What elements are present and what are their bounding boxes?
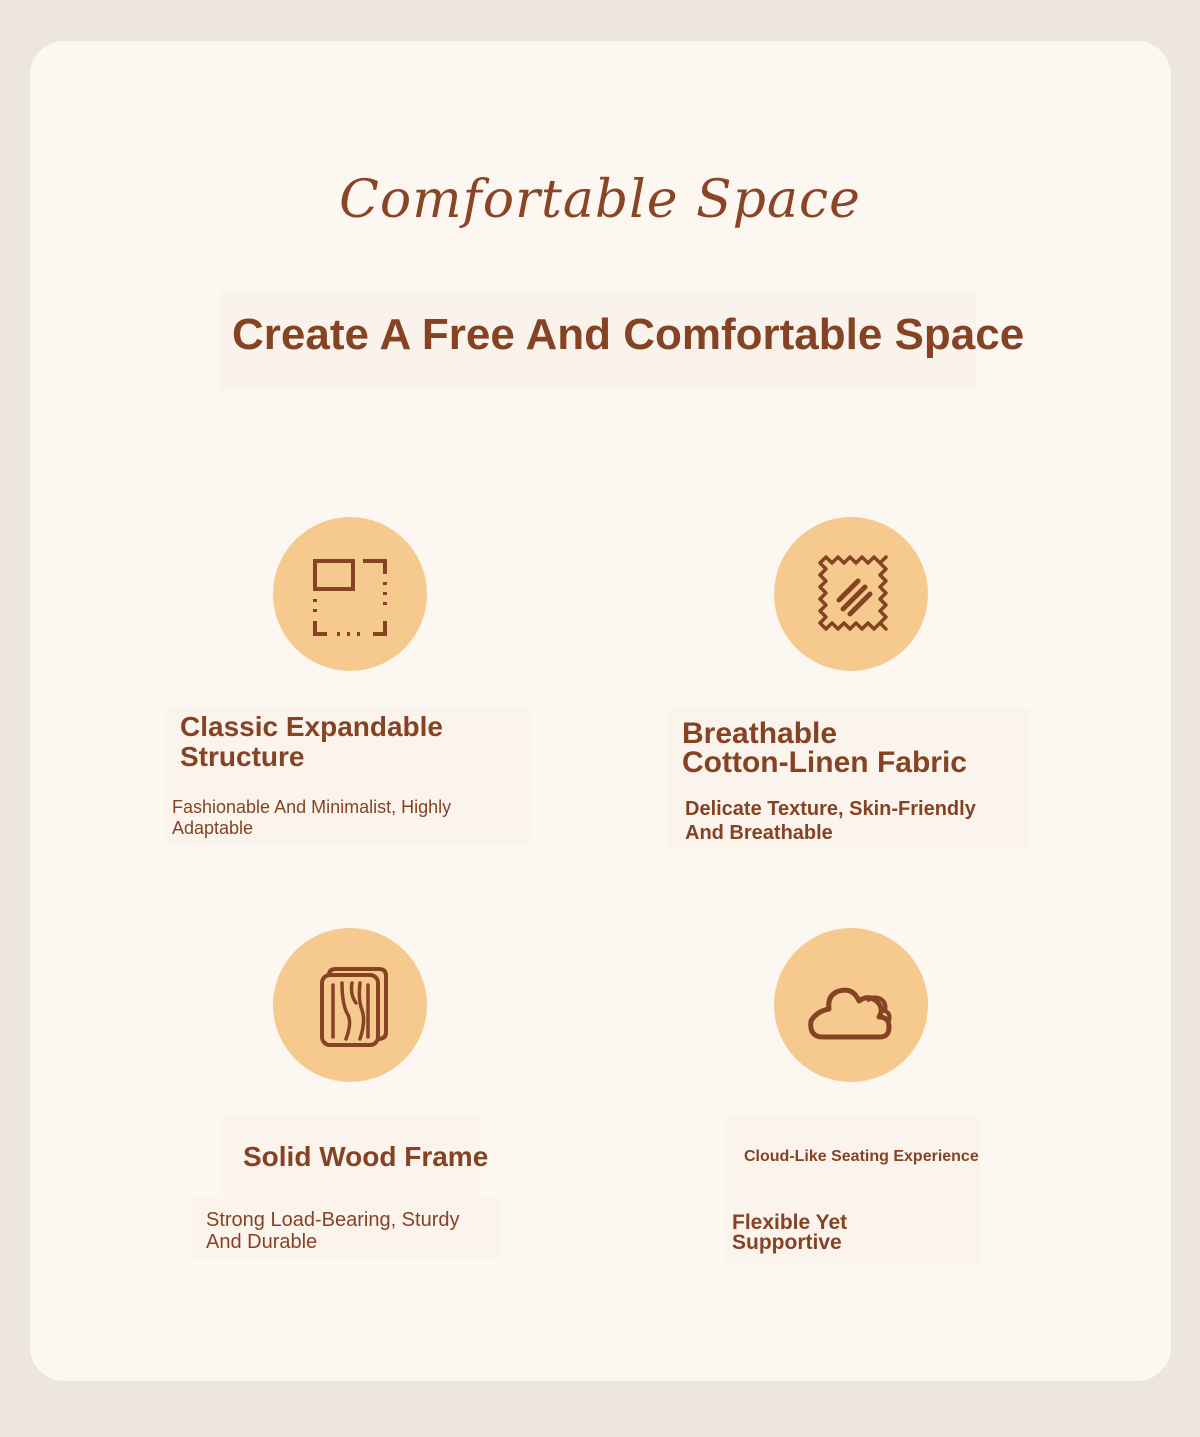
feature-description-line: Supportive (732, 1230, 842, 1254)
feature-description-line: Flexible Yet (732, 1211, 848, 1234)
feature-description (732, 1213, 847, 1253)
feature-description-line: Fashionable And Minimalist, Highly (172, 797, 452, 817)
feature-description (172, 797, 451, 838)
feature-description (685, 797, 976, 845)
page-headline: Create A Free And Comfortable Space (232, 310, 1025, 359)
script-title: Comfortable Space (339, 170, 861, 230)
feature-icon-circle (774, 928, 928, 1082)
feature-title: Cloud-Like Seating Experience (744, 1148, 979, 1165)
feature-icon-circle (273, 928, 427, 1082)
cloud-icon (801, 955, 901, 1055)
feature-title-line: Breathable (682, 717, 838, 750)
feature-title (180, 712, 443, 772)
fabric-icon (801, 544, 901, 644)
feature-title-line: Structure (180, 741, 305, 773)
feature-description-line: Delicate Texture, Skin-Friendly (685, 798, 976, 820)
feature-description-line: And Durable (206, 1231, 318, 1253)
expand-structure-icon (300, 544, 400, 644)
feature-description (206, 1209, 460, 1253)
feature-description-line: And Breathable (685, 822, 833, 844)
feature-icon-circle (774, 517, 928, 671)
feature-title (682, 717, 967, 779)
feature-title-line: Classic Expandable (180, 711, 444, 742)
feature-description-line: Strong Load-Bearing, Sturdy (206, 1209, 460, 1231)
feature-title: Solid Wood Frame (243, 1141, 489, 1172)
feature-title-line: Cotton-Linen Fabric (682, 745, 967, 779)
wood-grain-icon (300, 955, 400, 1055)
feature-icon-circle (273, 517, 427, 671)
feature-description-line: Adaptable (172, 817, 254, 838)
